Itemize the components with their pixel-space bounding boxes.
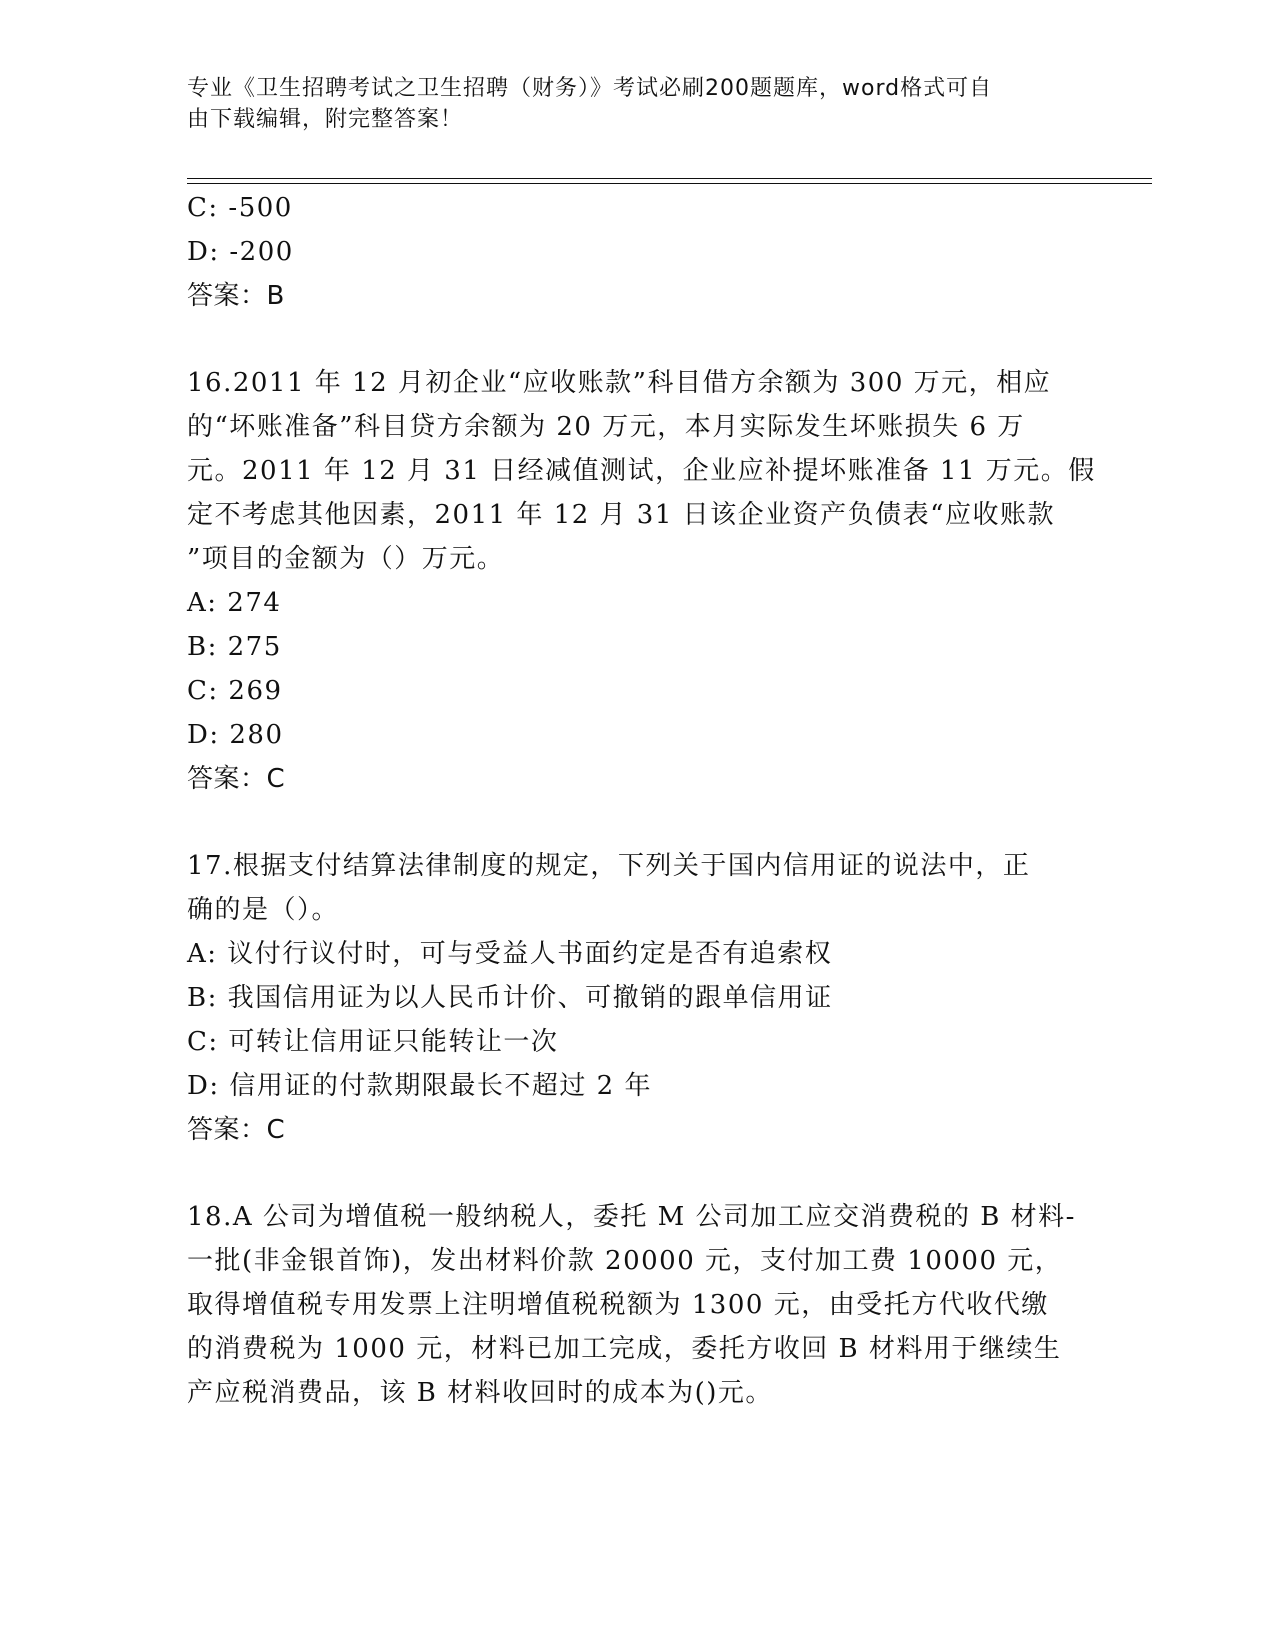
q16-stem-line-3: 元。2011 年 12 月 31 日经减值测试，企业应补提坏账准备 11 万元。假 bbox=[187, 456, 1096, 486]
q18-stem-line-4: 的消费税为 1000 元，材料已加工完成，委托方收回 B 材料用于继续生 bbox=[187, 1334, 1062, 1364]
q18-stem-line-3: 取得增值税专用发票上注明增值税税额为 1300 元，由受托方代收代缴 bbox=[187, 1290, 1049, 1320]
header-line-1: 专业《卫生招聘考试之卫生招聘（财务）》考试必刷200题题库，word格式可自 bbox=[187, 76, 993, 101]
q16-option-a: A: 274 bbox=[187, 588, 282, 618]
q17-stem-line-2: 确的是（）。 bbox=[187, 895, 340, 925]
q17-option-d: D: 信用证的付款期限最长不超过 2 年 bbox=[187, 1071, 652, 1101]
q17-option-b: B: 我国信用证为以人民币计价、可撤销的跟单信用证 bbox=[187, 983, 833, 1013]
q16-stem-line-2: 的“坏账准备”科目贷方余额为 20 万元，本月实际发生坏账损失 6 万 bbox=[187, 412, 1025, 442]
document-header bbox=[187, 73, 1067, 135]
q18-stem-line-1: 18.A 公司为增值税一般纳税人，委托 M 公司加工应交消费税的 B 材料- bbox=[187, 1202, 1076, 1232]
q18-stem-line-5: 产应税消费品，该 B 材料收回时的成本为()元。 bbox=[187, 1378, 773, 1408]
q17-option-c: C: 可转让信用证只能转让一次 bbox=[187, 1027, 559, 1057]
q17-option-a: A: 议付行议付时，可与受益人书面约定是否有追索权 bbox=[187, 939, 833, 969]
q16-stem-line-5: ”项目的金额为（）万元。 bbox=[187, 544, 505, 574]
header-divider-top bbox=[187, 178, 1152, 179]
q16-stem-line-4: 定不考虑其他因素，2011 年 12 月 31 日该企业资产负债表“应收账款 bbox=[187, 500, 1055, 530]
q16-option-b: B: 275 bbox=[187, 632, 282, 662]
q15-option-c: C: -500 bbox=[187, 193, 293, 223]
q15-option-d: D: -200 bbox=[187, 237, 294, 267]
q15-answer: 答案：B bbox=[187, 281, 285, 311]
q18-stem-line-2: 一批(非金银首饰)，发出材料价款 20000 元，支付加工费 10000 元， bbox=[187, 1246, 1063, 1276]
q16-option-c: C: 269 bbox=[187, 676, 283, 706]
q16-answer: 答案：C bbox=[187, 764, 286, 794]
q16-stem-line-1: 16.2011 年 12 月初企业“应收账款”科目借方余额为 300 万元，相应 bbox=[187, 368, 1052, 398]
header-divider-bottom bbox=[187, 183, 1152, 184]
q17-answer: 答案：C bbox=[187, 1115, 286, 1145]
q17-stem-line-1: 17.根据支付结算法律制度的规定，下列关于国内信用证的说法中，正 bbox=[187, 851, 1031, 881]
q16-option-d: D: 280 bbox=[187, 720, 284, 750]
header-line-2: 由下载编辑，附完整答案！ bbox=[187, 107, 464, 132]
